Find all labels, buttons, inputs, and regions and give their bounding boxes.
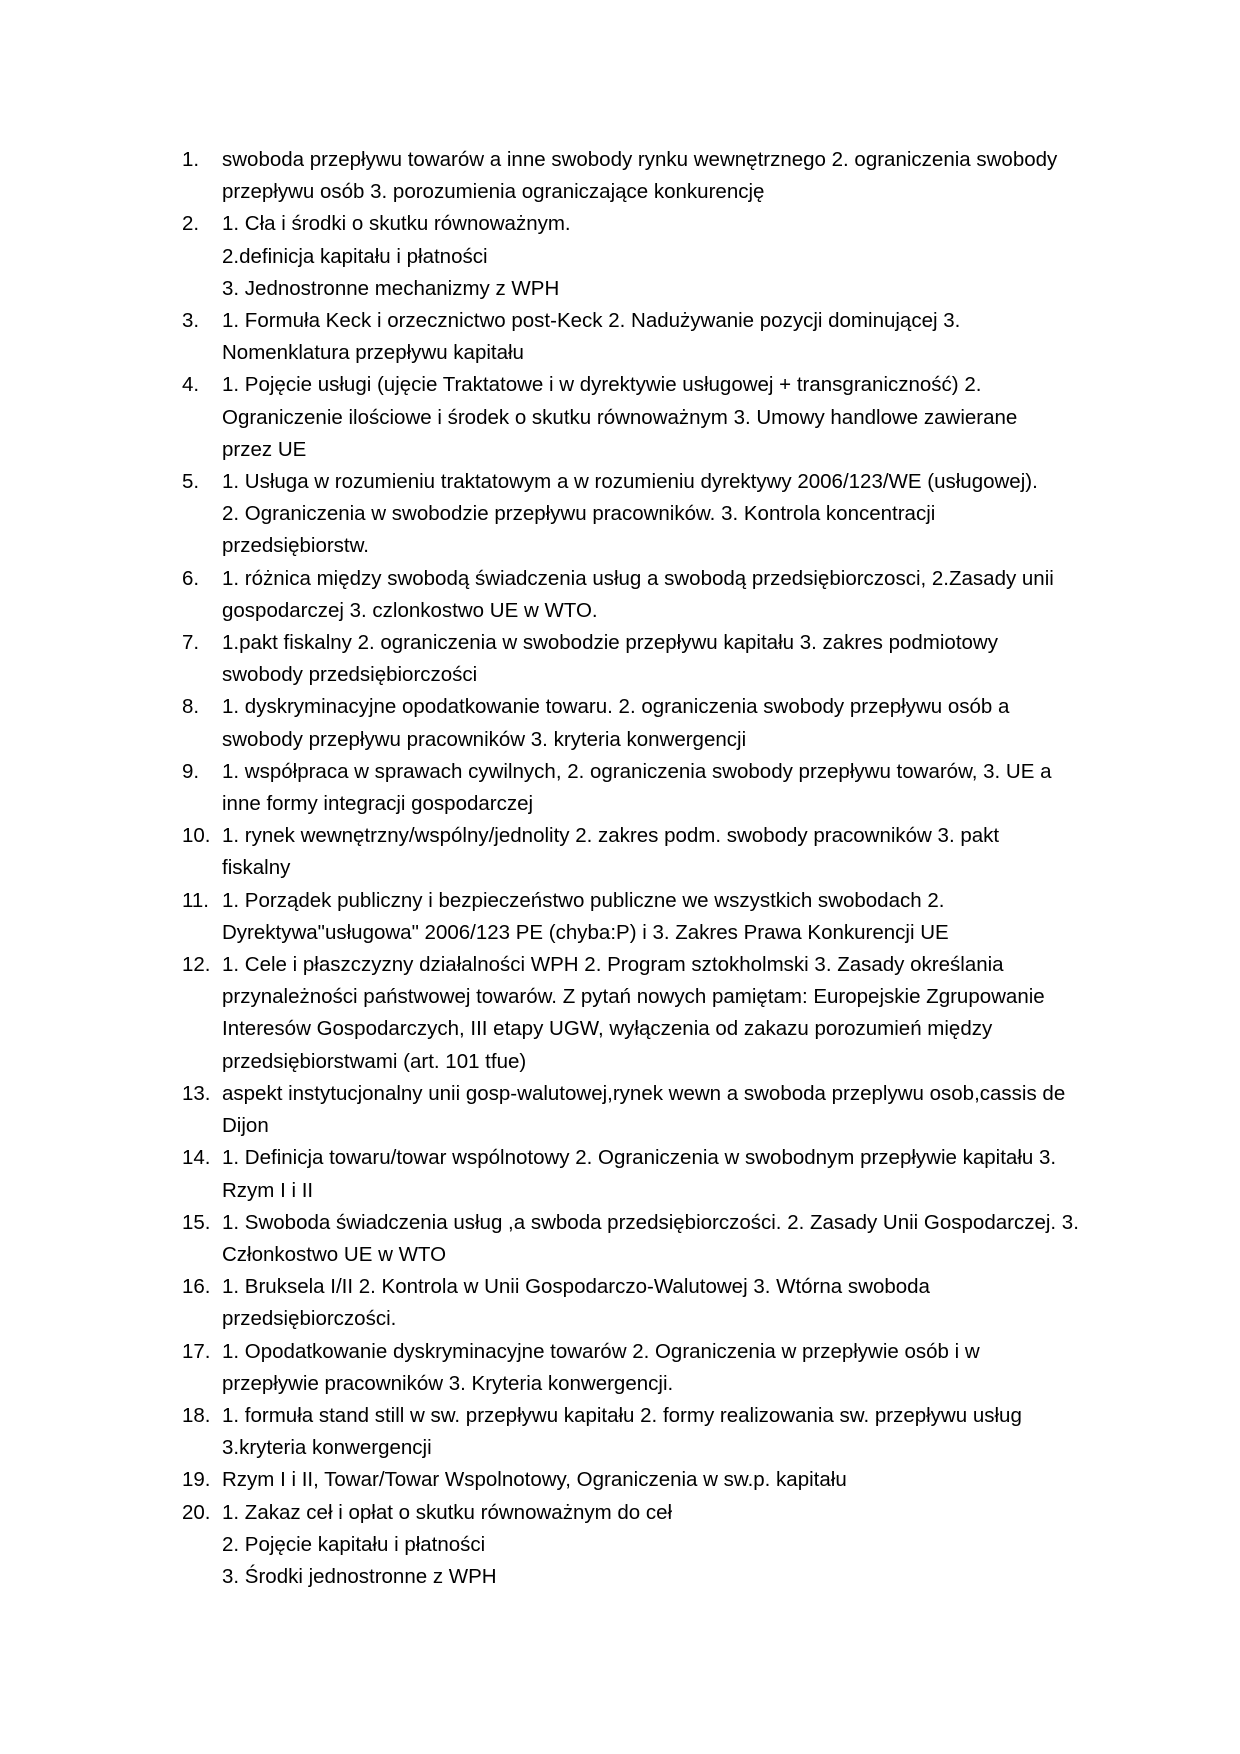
item-text-line: swoboda przepływu towarów a inne swobody rynku wewnętrznego 2. ograniczenia swobody [222, 148, 1058, 171]
item-text-line: 1. Cele i płaszczyzny działalności WPH 2. Program sztokholmski 3. Zasady określania [222, 953, 1004, 977]
list-item [182, 144, 1102, 208]
item-number: 1. [182, 148, 200, 171]
list-item [182, 627, 1102, 691]
item-number: 8. [182, 695, 200, 719]
item-number: 9. [182, 759, 200, 783]
item-text-line: 3. Jednostronne mechanizmy z WPH [222, 276, 560, 300]
item-text-line: 2.definicja kapitału i płatności [222, 244, 488, 268]
item-text-line: 1. Bruksela I/II 2. Kontrola w Unii Gospodarczo-Walutowej 3. Wtórna swoboda [222, 1275, 930, 1299]
item-text-line: 3. Środki jednostronne z WPH [222, 1564, 497, 1588]
list-item [182, 1497, 1102, 1594]
item-number: 12. [182, 953, 211, 977]
item-text-line: Członkostwo UE w WTO [222, 1242, 447, 1266]
item-text-line: przepływie pracowników 3. Kryteria konwergencji. [222, 1371, 674, 1395]
item-number: 16. [182, 1275, 211, 1299]
list-item [182, 885, 1102, 949]
item-number: 13. [182, 1081, 211, 1105]
item-text-line: Ograniczenie ilościowe i środek o skutku równoważnym 3. Umowy handlowe zawierane [222, 405, 1018, 429]
item-text-line: 1. współpraca w sprawach cywilnych, 2. ograniczenia swobody przepływu towarów, 3. UE a [222, 759, 1052, 783]
list-item [182, 1142, 1102, 1206]
item-text-line: 3.kryteria konwergencji [222, 1436, 432, 1460]
item-text-line: Rzym I i II [222, 1178, 314, 1202]
list-item [182, 1336, 1102, 1400]
item-text-line: 1. Definicja towaru/towar wspólnotowy 2. Ograniczenia w swobodnym przepływie kapitału 3. [222, 1146, 1057, 1170]
item-text-line: 1. formuła stand still w sw. przepływu kapitału 2. formy realizowania sw. przepływu usług [222, 1403, 1022, 1427]
item-text-line: 1. Opodatkowanie dyskryminacyjne towarów 2. Ograniczenia w przepływie osób i w [222, 1339, 980, 1363]
item-number: 3. [182, 309, 200, 333]
item-text-line: Interesów Gospodarczych, III etapy UGW, wyłączenia od zakazu porozumień między [222, 1017, 993, 1041]
list-item [182, 466, 1102, 563]
item-text-line: fiskalny [222, 856, 291, 880]
item-text-line: 1. Usługa w rozumieniu traktatowym a w rozumieniu dyrektywy 2006/123/WE (usługowej). [222, 470, 1038, 494]
item-text-line: 1.pakt fiskalny 2. ograniczenia w swobodzie przepływu kapitału 3. zakres podmiotowy [222, 631, 998, 655]
item-text-line: przepływu osób 3. porozumienia ograniczające konkurencję [222, 180, 765, 204]
item-number: 14. [182, 1146, 211, 1170]
exam-questions-list [182, 144, 1102, 1593]
item-text-line: Rzym I i II, Towar/Towar Wspolnotowy, Ograniczenia w sw.p. kapitału [222, 1468, 847, 1492]
item-text-line: 2. Ograniczenia w swobodzie przepływu pracowników. 3. Kontrola koncentracji [222, 502, 936, 526]
item-text-line: przedsiębiorstwami (art. 101 tfue) [222, 1049, 527, 1073]
list-item [182, 563, 1102, 627]
item-text-line: 1. Cła i środki o skutku równoważnym. [222, 212, 571, 236]
item-text-line: przedsiębiorstw. [222, 534, 369, 558]
item-text-line: 1. Pojęcie usługi (ujęcie Traktatowe i w dyrektywie usługowej + transgraniczność) 2. [222, 373, 982, 397]
item-number: 6. [182, 566, 200, 590]
item-text-line: aspekt instytucjonalny unii gosp-walutowej,rynek wewn a swoboda przeplywu osob,cassis de [222, 1081, 1066, 1105]
list-item [182, 756, 1102, 820]
list-item [182, 1464, 1102, 1496]
item-text-line: przez UE [222, 437, 307, 461]
item-text-line: swobody przedsiębiorczości [222, 663, 478, 687]
item-text-line: przedsiębiorczości. [222, 1307, 397, 1331]
list-item [182, 369, 1102, 466]
list-item [182, 820, 1102, 884]
list-item [182, 949, 1102, 1078]
item-number: 2. [182, 212, 200, 236]
item-number: 19. [182, 1468, 211, 1492]
list-item [182, 1271, 1102, 1335]
item-number: 10. [182, 824, 211, 848]
item-text-line: 1. Formuła Keck i orzecznictwo post-Keck 2. Nadużywanie pozycji dominującej 3. [222, 309, 961, 333]
list-item [182, 305, 1102, 369]
item-text-line: 1. dyskryminacyjne opodatkowanie towaru. 2. ograniczenia swobody przepływu osób a [222, 695, 1010, 719]
list-item [182, 691, 1102, 755]
list-item [182, 1207, 1102, 1271]
item-text-line: Dyrektywa"usługowa" 2006/123 PE (chyba:P) i 3. Zakres Prawa Konkurencji UE [222, 920, 949, 944]
item-text-line: Nomenklatura przepływu kapitału [222, 341, 524, 365]
item-text-line: 1. Swoboda świadczenia usług ,a swboda przedsiębiorczości. 2. Zasady Unii Gospodarczej. 3. [222, 1210, 1079, 1234]
item-number: 4. [182, 373, 200, 397]
item-number: 11. [182, 888, 209, 912]
item-number: 5. [182, 470, 200, 494]
item-text-line: 1. rynek wewnętrzny/wspólny/jednolity 2. zakres podm. swobody pracowników 3. pakt [222, 824, 1000, 848]
item-text-line: swobody przepływu pracowników 3. kryteria konwergencji [222, 727, 747, 751]
item-number: 17. [182, 1339, 211, 1363]
item-text-line: 1. Porządek publiczny i bezpieczeństwo publiczne we wszystkich swobodach 2. [222, 888, 945, 912]
list-item [182, 1400, 1102, 1464]
list-item [182, 208, 1102, 305]
item-number: 15. [182, 1210, 211, 1234]
list-item [182, 1078, 1102, 1142]
item-text-line: przynależności państwowej towarów. Z pytań nowych pamiętam: Europejskie Zgrupowanie [222, 985, 1045, 1009]
item-text-line: 1. Zakaz ceł i opłat o skutku równoważnym do ceł [222, 1500, 673, 1524]
item-text-line: 2. Pojęcie kapitału i płatności [222, 1532, 486, 1556]
item-number: 7. [182, 631, 200, 655]
item-text-line: Dijon [222, 1114, 269, 1138]
item-text-line: inne formy integracji gospodarczej [222, 792, 534, 816]
item-number: 20. [182, 1500, 211, 1524]
item-number: 18. [182, 1403, 211, 1427]
item-text-line: gospodarczej 3. czlonkostwo UE w WTO. [222, 598, 598, 622]
item-text-line: 1. różnica między swobodą świadczenia usług a swobodą przedsiębiorczosci, 2.Zasady unii [222, 566, 1054, 590]
